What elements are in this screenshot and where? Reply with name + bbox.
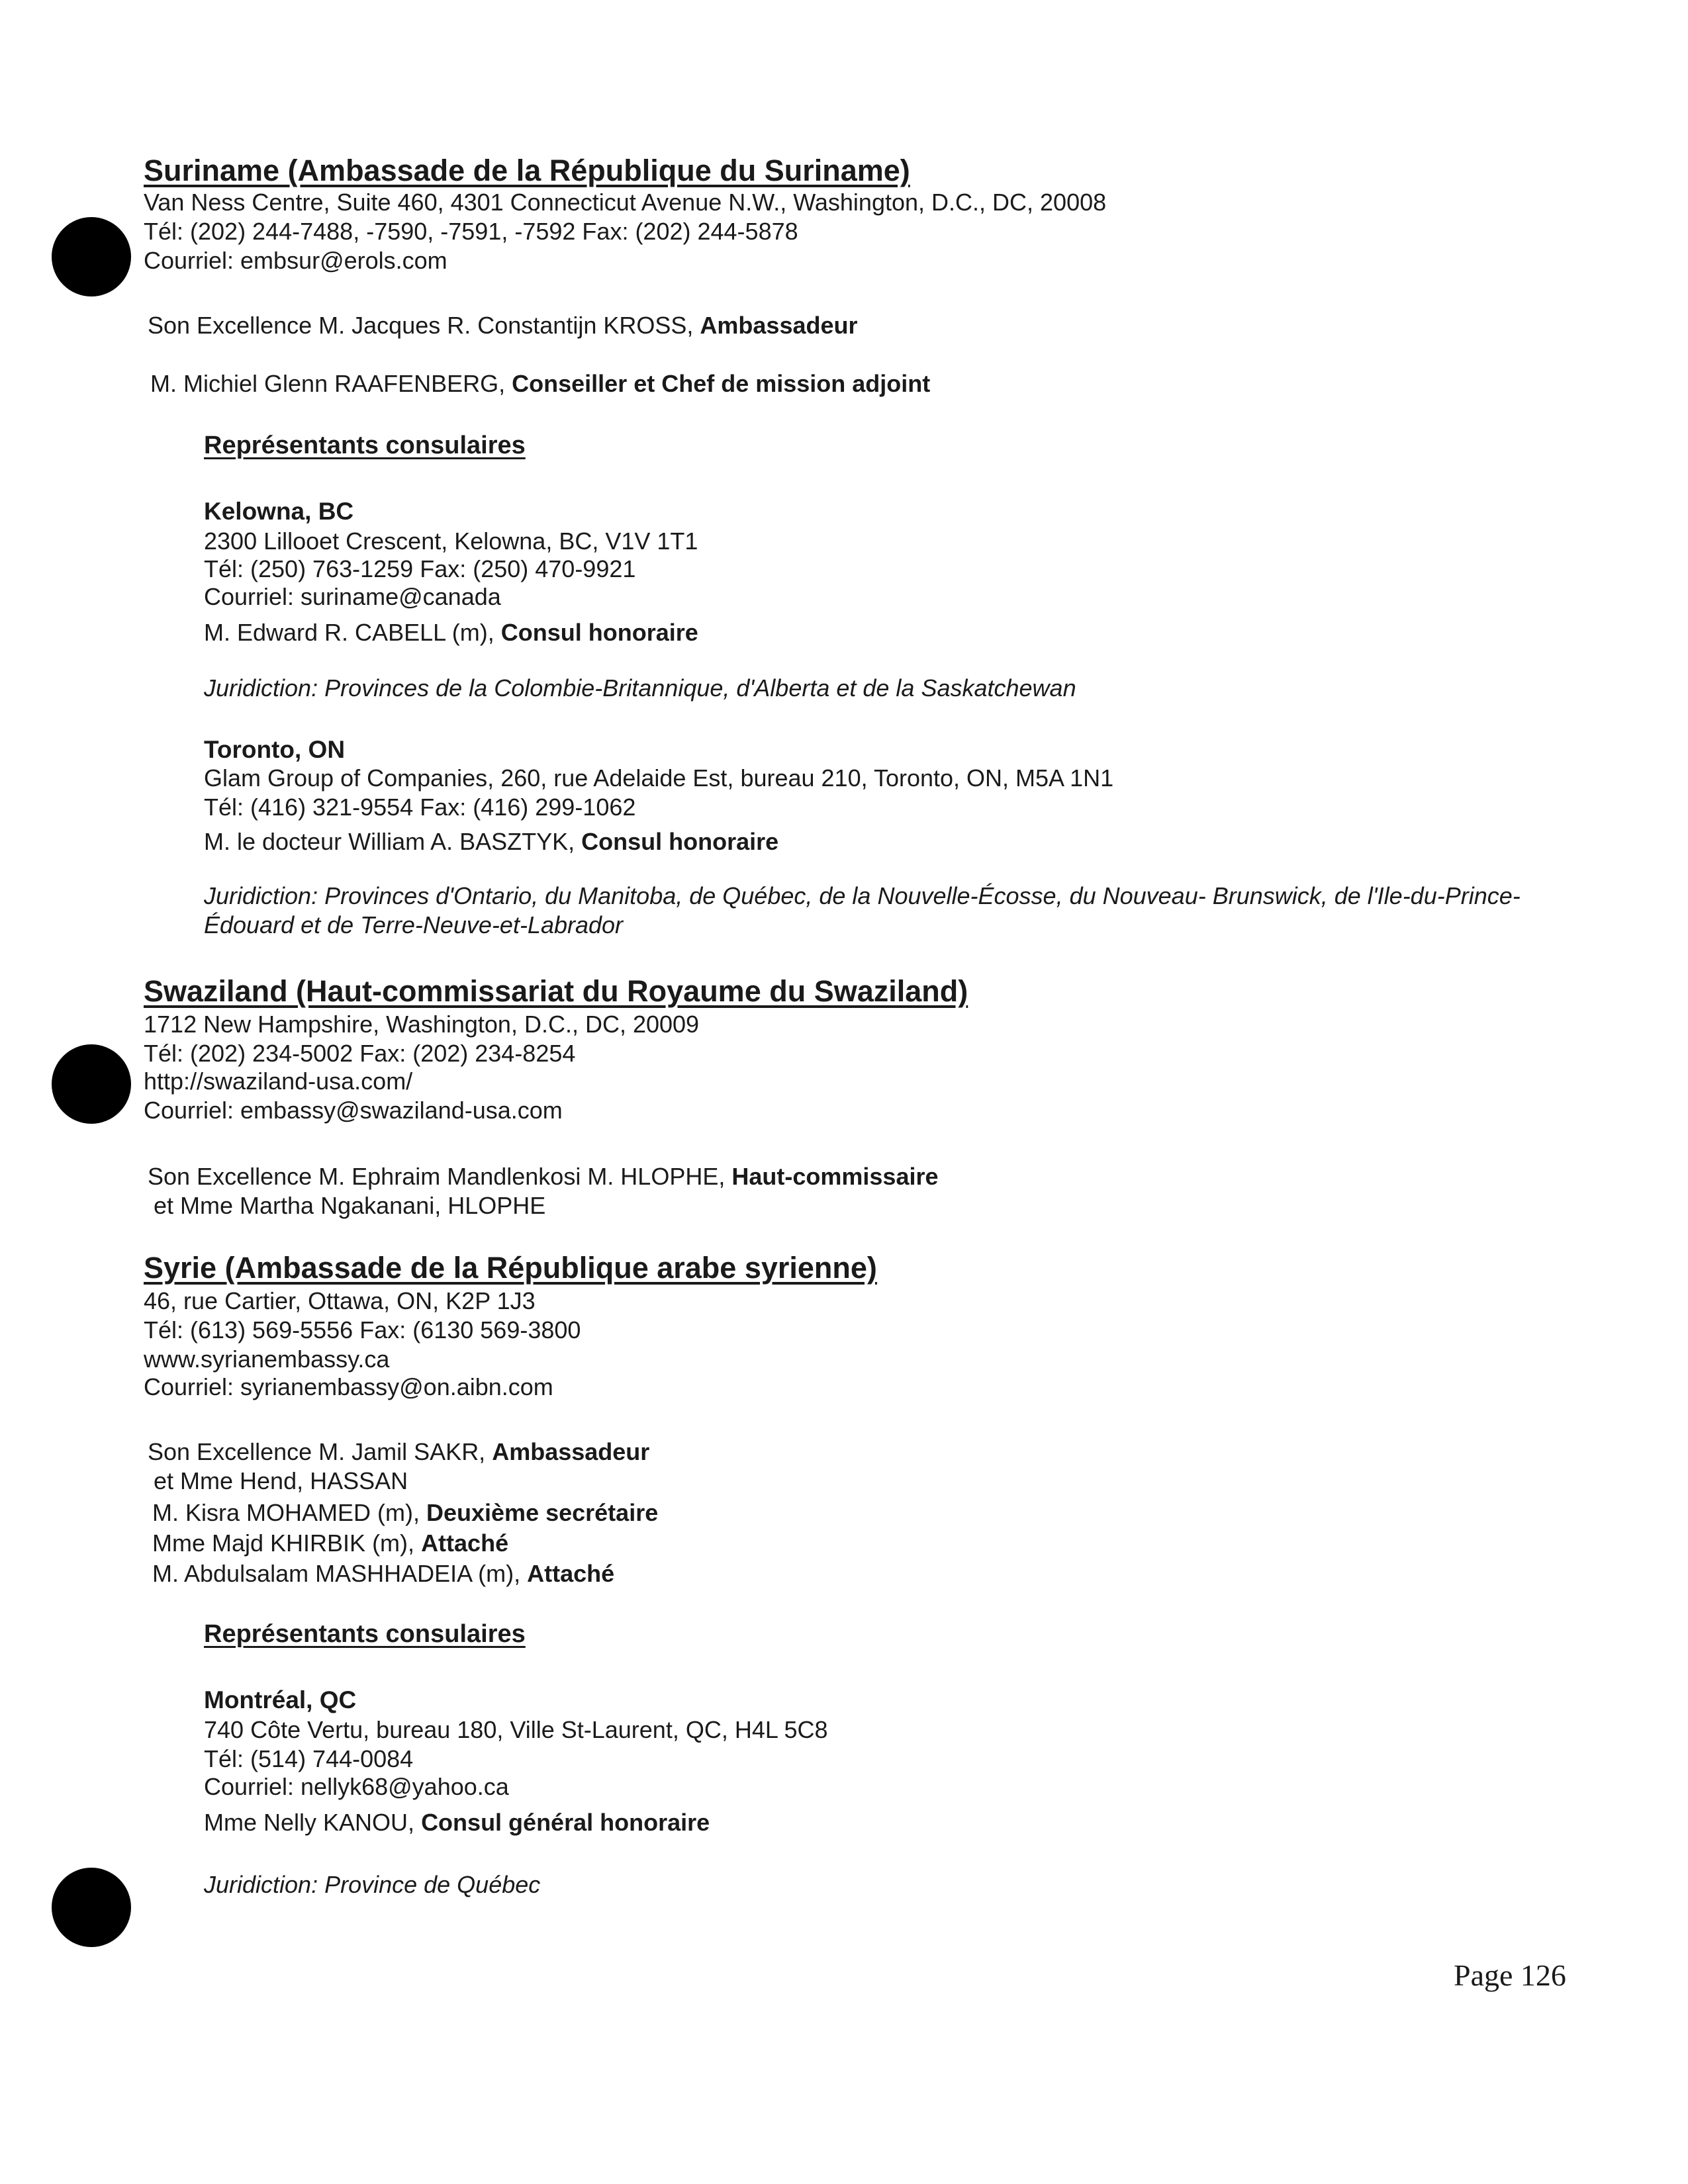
toronto-consul — [204, 827, 778, 856]
staff-title: Ambassadeur — [700, 312, 858, 339]
staff-title: Ambassadeur — [492, 1438, 650, 1465]
suriname-address: Van Ness Centre, Suite 460, 4301 Connecticut Avenue N.W., Washington, D.C., DC, 20008 — [144, 189, 1107, 216]
suriname-heading: Suriname (Ambassade de la République du Suriname) — [144, 154, 910, 187]
kelowna-jurisdiction: Juridiction: Provinces de la Colombie-Britannique, d'Alberta et de la Saskatchewan — [204, 674, 1076, 702]
syria-staff-row — [152, 1498, 658, 1527]
montreal-address: 740 Côte Vertu, bureau 180, Ville St-Laurent, QC, H4L 5C8 — [204, 1716, 828, 1743]
consul-title: Consul honoraire — [581, 828, 779, 855]
syria-phone: Tél: (613) 569-5556 Fax: (6130 569-3800 — [144, 1316, 581, 1343]
suriname-consular-heading: Représentants consulaires — [204, 432, 526, 459]
consul-name: Mme Nelly KANOU, — [204, 1809, 415, 1836]
swaziland-email: Courriel: embassy@swaziland-usa.com — [144, 1097, 563, 1124]
swaziland-website: http://swaziland-usa.com/ — [144, 1068, 413, 1095]
swaziland-spouse: et Mme Martha Ngakanani, HLOPHE — [154, 1192, 546, 1219]
swaziland-address: 1712 New Hampshire, Washington, D.C., DC, 20009 — [144, 1011, 700, 1038]
consul-title: Consul honoraire — [500, 619, 698, 646]
kelowna-city: Kelowna, BC — [204, 498, 354, 525]
montreal-consul — [204, 1808, 710, 1837]
montreal-email: Courriel: nellyk68@yahoo.ca — [204, 1773, 509, 1800]
suriname-email: Courriel: embsur@erols.com — [144, 247, 447, 274]
syria-ambassador — [148, 1437, 649, 1467]
suriname-phone: Tél: (202) 244-7488, -7590, -7591, -7592 Fax: (202) 244-5878 — [144, 218, 798, 245]
kelowna-consul — [204, 618, 698, 647]
kelowna-phone: Tél: (250) 763-1259 Fax: (250) 470-9921 — [204, 555, 636, 582]
binder-hole-middle — [52, 1044, 131, 1124]
swaziland-high-commissioner — [148, 1162, 939, 1191]
consul-name: M. le docteur William A. BASZTYK, — [204, 828, 575, 855]
staff-name: Son Excellence M. Jamil SAKR, — [148, 1438, 486, 1465]
staff-name: Son Excellence M. Ephraim Mandlenkosi M. HLOPHE, — [148, 1163, 726, 1190]
binder-hole-top — [52, 217, 131, 296]
syria-email: Courriel: syrianembassy@on.aibn.com — [144, 1373, 553, 1400]
staff-name: M. Kisra MOHAMED (m), — [152, 1499, 420, 1526]
syria-staff-row — [152, 1529, 508, 1558]
syria-heading: Syrie (Ambassade de la République arabe syrienne) — [144, 1251, 877, 1285]
consul-title: Consul général honoraire — [421, 1809, 710, 1836]
page-number: Page 126 — [1454, 1958, 1566, 1992]
syria-staff-row — [152, 1559, 614, 1588]
staff-name: M. Abdulsalam MASHHADEIA (m), — [152, 1560, 521, 1587]
suriname-ambassador — [148, 311, 858, 340]
kelowna-address: 2300 Lillooet Crescent, Kelowna, BC, V1V 1T1 — [204, 527, 698, 555]
montreal-phone: Tél: (514) 744-0084 — [204, 1745, 414, 1772]
syria-address: 46, rue Cartier, Ottawa, ON, K2P 1J3 — [144, 1287, 536, 1314]
staff-title: Attaché — [527, 1560, 615, 1587]
syria-consular-heading: Représentants consulaires — [204, 1620, 526, 1648]
montreal-city: Montréal, QC — [204, 1686, 357, 1713]
staff-title: Attaché — [421, 1529, 509, 1557]
suriname-deputy — [150, 369, 930, 398]
syria-website: www.syrianembassy.ca — [144, 1345, 390, 1373]
syria-spouse: et Mme Hend, HASSAN — [154, 1467, 408, 1494]
toronto-city: Toronto, ON — [204, 736, 346, 763]
staff-title: Deuxième secrétaire — [426, 1499, 659, 1526]
staff-name: M. Michiel Glenn RAAFENBERG, — [150, 370, 506, 397]
consul-name: M. Edward R. CABELL (m), — [204, 619, 494, 646]
toronto-address: Glam Group of Companies, 260, rue Adelaide Est, bureau 210, Toronto, ON, M5A 1N1 — [204, 764, 1114, 792]
staff-title: Conseiller et Chef de mission adjoint — [512, 370, 931, 397]
staff-name: Son Excellence M. Jacques R. Constantijn KROSS, — [148, 312, 694, 339]
staff-name: Mme Majd KHIRBIK (m), — [152, 1529, 415, 1557]
swaziland-heading: Swaziland (Haut-commissariat du Royaume du Swaziland) — [144, 974, 968, 1008]
montreal-jurisdiction: Juridiction: Province de Québec — [204, 1871, 541, 1898]
staff-title: Haut-commissaire — [731, 1163, 939, 1190]
kelowna-email: Courriel: suriname@canada — [204, 583, 501, 610]
swaziland-phone: Tél: (202) 234-5002 Fax: (202) 234-8254 — [144, 1040, 576, 1067]
toronto-jurisdiction: Juridiction: Provinces d'Ontario, du Manitoba, de Québec, de la Nouvelle-Écosse, du Nouveau- Brunswick, de l'Ile-du-Prince-Édouard et de Terre-Neuve-et-Labrador — [204, 882, 1521, 938]
toronto-phone: Tél: (416) 321-9554 Fax: (416) 299-1062 — [204, 794, 636, 821]
binder-hole-bottom — [52, 1868, 131, 1947]
